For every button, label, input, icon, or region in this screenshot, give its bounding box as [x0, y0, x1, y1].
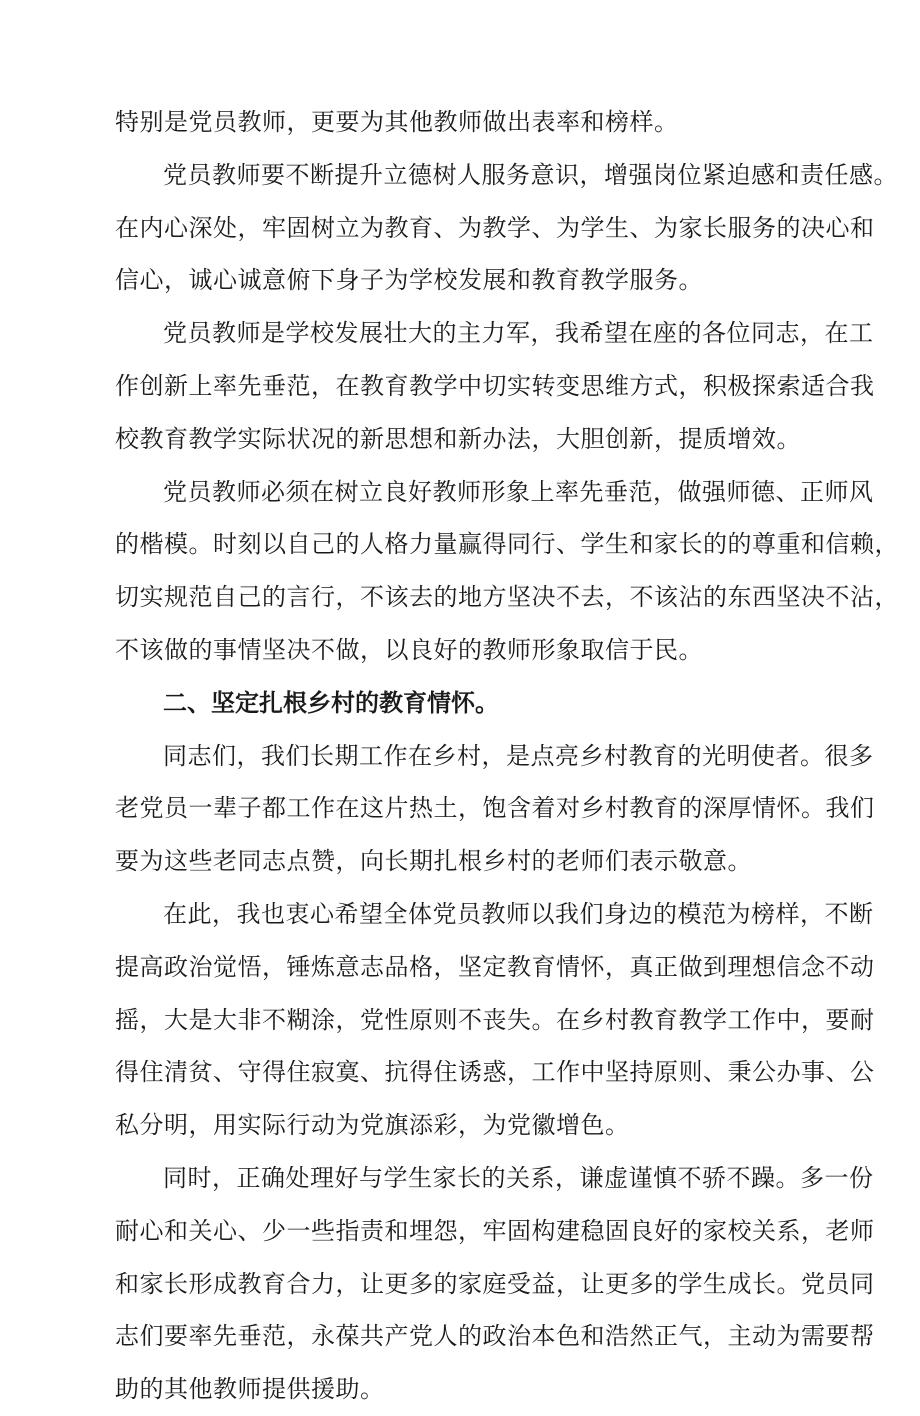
- text-line: 的楷模。时刻以自己的人格力量赢得同行、学生和家长的的尊重和信赖，: [115, 530, 899, 559]
- text-line: 耐心和关心、少一些指责和埋怨，牢固构建稳固良好的家校关系，老师: [115, 1216, 875, 1245]
- text-line: 摇，大是大非不糊涂，党性原则不丧失。在乡村教育教学工作中，要耐: [115, 1005, 875, 1034]
- text-line: 不该做的事情坚决不做，以良好的教师形象取信于民。: [115, 635, 703, 664]
- text-line: 作创新上率先垂范，在教育教学中切实转变思维方式，积极探索适合我: [115, 371, 875, 400]
- text-line: 信心，诚心诚意俯下身子为学校发展和教育教学服务。: [115, 266, 703, 295]
- text-line: 老党员一辈子都工作在这片热土，饱含着对乡村教育的深厚情怀。我们: [115, 794, 875, 823]
- text-line: 校教育教学实际状况的新思想和新办法，大胆创新，提质增效。: [115, 424, 801, 453]
- text-line: 要为这些老同志点赞，向长期扎根乡村的老师们表示敬意。: [115, 847, 752, 876]
- section-heading: 二、坚定扎根乡村的教育情怀。: [163, 688, 499, 717]
- paragraph-first-line: 党员教师要不断提升立德树人服务意识，增强岗位紧迫感和责任感。: [163, 160, 898, 189]
- paragraph-first-line: 同志们，我们长期工作在乡村，是点亮乡村教育的光明使者。很多: [163, 741, 874, 770]
- text-line: 特别是党员教师，更要为其他教师做出表率和榜样。: [115, 108, 679, 136]
- text-line: 志们要率先垂范，永葆共产党人的政治本色和浩然正气，主动为需要帮: [115, 1322, 875, 1351]
- text-line: 在内心深处，牢固树立为教育、为教学、为学生、为家长服务的决心和: [115, 213, 875, 242]
- text-line: 切实规范自己的言行，不该去的地方坚决不去，不该沾的东西坚决不沾，: [115, 583, 899, 612]
- text-line: 和家长形成教育合力，让更多的家庭受益，让更多的学生成长。党员同: [115, 1269, 875, 1298]
- paragraph-first-line: 在此，我也衷心希望全体党员教师以我们身边的模范为榜样，不断: [163, 899, 874, 928]
- document-page: [115, 96, 899, 1416]
- text-line: 助的其他教师提供援助。: [115, 1375, 385, 1404]
- text-line: 提高政治觉悟，锤炼意志品格，坚定教育情怀，真正做到理想信念不动: [115, 952, 875, 981]
- text-line: 私分明，用实际行动为党旗添彩，为党徽增色。: [115, 1111, 630, 1140]
- text-line: 得住清贫、守得住寂寞、抗得住诱惑，工作中坚持原则、秉公办事、公: [115, 1058, 875, 1087]
- paragraph-first-line: 党员教师必须在树立良好教师形象上率先垂范，做强师德、正师风: [163, 477, 874, 506]
- paragraph-first-line: 党员教师是学校发展壮大的主力军，我希望在座的各位同志，在工: [163, 319, 874, 348]
- paragraph-first-line: 同时，正确处理好与学生家长的关系，谦虚谨慎不骄不躁。多一份: [163, 1163, 874, 1192]
